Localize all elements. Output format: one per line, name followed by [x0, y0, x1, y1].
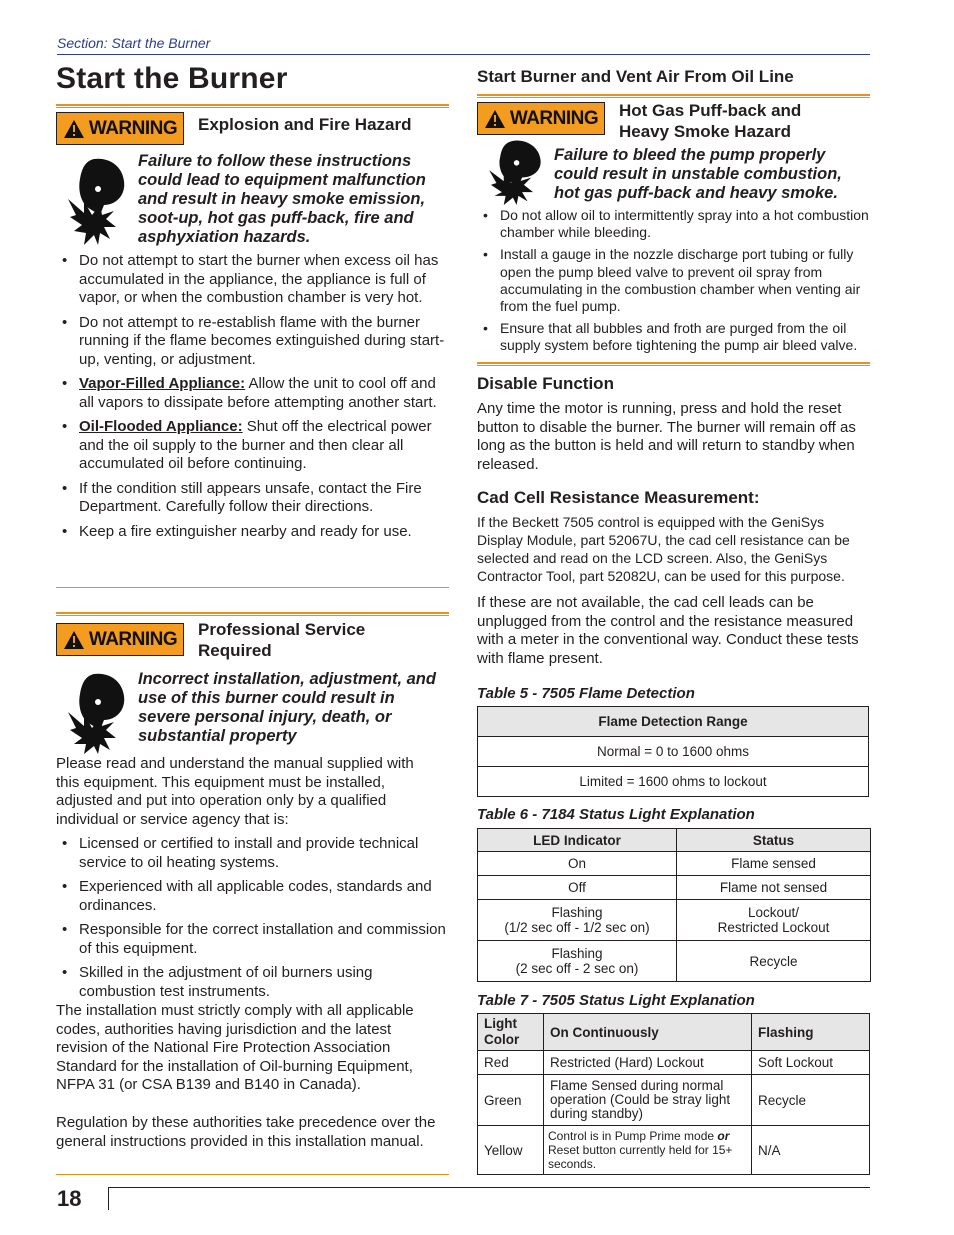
table-row [478, 1075, 870, 1126]
cell-line: Flashing [551, 946, 603, 961]
table-cell [677, 900, 871, 941]
section-heading: Disable Function [477, 374, 614, 393]
warning-triangle-icon [63, 119, 85, 139]
table-header: Flame Detection Range [478, 707, 869, 737]
table-row [478, 876, 871, 900]
list-item-text: Allow the unit to cool off and all vapors to dissipate before attempting another start. [79, 375, 437, 411]
table-row [478, 900, 871, 941]
list-item: • Skilled in the adjustment of oil burners using combustion test instruments. [56, 964, 446, 1001]
warning-title: Professional Service Required [198, 620, 366, 660]
list-item [56, 418, 446, 474]
header-rule [57, 54, 870, 55]
table-cell: Soft Lockout [752, 1051, 870, 1075]
list-item: • Licensed or certified to install and provide technical service to oil heating systems. [56, 835, 446, 872]
table-cell: Red [478, 1051, 544, 1075]
paragraph: The installation must strictly comply with all applicable codes, authorities having jurisdiction and the latest revision of the National Fire Protection Association Standard for the installation of Oil-burning Equipment, NFPA 31 (or CSA B139 and B140 in Canada). [56, 1002, 414, 1093]
hazard-statement: Incorrect installation, adjustment, and use of this burner could result in severe personal injury, death, or substantial property [138, 670, 436, 745]
table-header: On Continuously [544, 1014, 752, 1051]
table-header-row [478, 1014, 870, 1051]
warning-label-text: WARNING [88, 117, 178, 139]
table-caption: Table 7 - 7505 Status Light Explanation [477, 992, 755, 1009]
warning-triangle-icon [484, 109, 506, 129]
page-title: Start the Burner [56, 62, 288, 95]
explosion-hazard-icon [54, 155, 132, 247]
table-cell: Normal = 0 to 1600 ohms [478, 737, 869, 767]
warning-title: Hot Gas Puff-back and Heavy Smoke Hazard [619, 101, 802, 141]
explosion-hazard-icon [476, 139, 548, 205]
table-header: LED Indicator [478, 829, 677, 852]
warning-title: Explosion and Fire Hazard [198, 115, 412, 134]
table-cell: Off [478, 876, 677, 900]
table-caption: Table 5 - 7505 Flame Detection [477, 685, 695, 702]
table-cell: Flame not sensed [677, 876, 871, 900]
cell-line: Flashing [551, 905, 603, 920]
list-item: • Responsible for the correct installation and commission of this equipment. [56, 921, 446, 958]
table-header: Status [677, 829, 871, 852]
cell-line: Restricted Lockout [717, 920, 830, 935]
bullet-list [477, 207, 872, 355]
list-item-text: Shut off the electrical power and the oil supply to the burner and then clear all accumulated oil before continuing. [79, 418, 432, 472]
list-item: • Do not attempt to start the burner when excess oil has accumulated in the appliance, the appliance is full of vapor, or when the combustion chamber is very hot. [56, 252, 446, 308]
status-light-table-7505 [477, 1013, 870, 1175]
cell-text-emphasis: or [717, 1129, 730, 1143]
page-number: 18 [57, 1186, 82, 1211]
table-row [478, 852, 871, 876]
hazard-statement: Failure to bleed the pump properly could result in unstable combustion, hot gas puff-back and heavy smoke. [554, 146, 842, 202]
divider [56, 1174, 449, 1175]
table-caption: Table 6 - 7184 Status Light Explanation [477, 806, 755, 823]
table-cell: Flame Sensed during normal operation (Could be stray light during standby) [544, 1075, 752, 1126]
paragraph: Regulation by these authorities take precedence over the general instructions provided in this installation manual. [56, 1114, 436, 1150]
list-item-label: Oil-Flooded Appliance: [79, 418, 243, 435]
table-header-row [478, 707, 869, 737]
table-cell [478, 941, 677, 982]
warning-label [56, 623, 184, 656]
section-heading: Start Burner and Vent Air From Oil Line [477, 67, 794, 86]
flame-detection-table [477, 706, 869, 797]
status-light-table-7184 [477, 828, 871, 982]
table-cell [544, 1126, 752, 1175]
table-row [478, 1051, 870, 1075]
list-item: • If the condition still appears unsafe, contact the Fire Department. Carefully follow their directions. [56, 480, 446, 517]
cell-line: Lockout/ [747, 905, 800, 920]
table-cell: Recycle [752, 1075, 870, 1126]
paragraph: If the Beckett 7505 control is equipped with the GeniSys Display Module, part 52067U, the cad cell resistance can be selected and read on the LCD screen. Also, the GeniSys Contractor Tool, part 52082U, can be used for this purpose. [477, 514, 850, 584]
intro-paragraph: Please read and understand the manual supplied with this equipment. This equipment must be installed, adjusted and put into operation only by a qualified individual or service agency that is: [56, 755, 414, 828]
list-item: • Ensure that all bubbles and froth are purged from the oil supply system before tightening the pump air bleed valve. [477, 320, 872, 354]
table-cell: Green [478, 1075, 544, 1126]
table-cell: Limited = 1600 ohms to lockout [478, 767, 869, 797]
list-item: • Do not allow oil to intermittently spray into a hot combustion chamber while bleeding. [477, 207, 872, 241]
table-row [478, 737, 869, 767]
paragraph: Any time the motor is running, press and hold the reset button to disable the burner. The burner will remain off as long as the button is held and will return to standby when released. [477, 400, 856, 473]
table-cell: Restricted (Hard) Lockout [544, 1051, 752, 1075]
warning-label [477, 102, 605, 135]
divider [56, 104, 449, 106]
bullet-list [56, 252, 446, 541]
table-header: Flashing [752, 1014, 870, 1051]
explosion-hazard-icon [54, 672, 132, 754]
list-item: • Experienced with all applicable codes, standards and ordinances. [56, 878, 446, 915]
table-row [478, 767, 869, 797]
list-item-label: Vapor-Filled Appliance: [79, 375, 246, 392]
footer-rule [108, 1187, 870, 1188]
cell-line: (2 sec off - 2 sec on) [515, 961, 639, 976]
table-cell: Recycle [677, 941, 871, 982]
hazard-statement: Failure to follow these instructions could lead to equipment malfunction and result in heavy smoke emission, soot-up, hot gas puff-back, fire and asphyxiation hazards. [138, 152, 426, 246]
table-header-row [478, 829, 871, 852]
list-item: • Do not attempt to re-establish flame with the burner running if the flame becomes extinguished during start-up, venting, or adjustment. [56, 314, 446, 370]
cell-text: Reset button currently held for 15+ seconds. [548, 1143, 733, 1171]
table-cell: Flame sensed [677, 852, 871, 876]
divider [477, 362, 870, 364]
cell-line: (1/2 sec off - 1/2 sec on) [504, 920, 650, 935]
table-cell: On [478, 852, 677, 876]
section-heading: Cad Cell Resistance Measurement: [477, 488, 760, 507]
bullet-list [56, 835, 446, 1001]
table-row [478, 941, 871, 982]
table-row [478, 1126, 870, 1175]
footer-separator [108, 1188, 109, 1210]
divider [477, 94, 870, 96]
list-item: • Install a gauge in the nozzle discharge port tubing or fully open the pump bleed valve to prevent oil spray from accumulating in the combustion chamber when venting air from the fuel pump. [477, 246, 872, 315]
warning-label-text: WARNING [88, 628, 178, 650]
table-cell: Yellow [478, 1126, 544, 1175]
cell-text: Control is in Pump Prime mode [548, 1129, 718, 1143]
list-item: • Keep a fire extinguisher nearby and ready for use. [56, 523, 446, 542]
warning-label-text: WARNING [509, 107, 599, 129]
list-item [56, 375, 446, 412]
warning-label [56, 112, 184, 145]
table-cell: N/A [752, 1126, 870, 1175]
table-cell [478, 900, 677, 941]
divider [56, 587, 449, 588]
table-header: Light Color [478, 1014, 544, 1051]
divider [56, 612, 449, 614]
section-label: Section: Start the Burner [57, 35, 211, 51]
warning-triangle-icon [63, 630, 85, 650]
paragraph: If these are not available, the cad cell leads can be unplugged from the control and the resistance measured with a meter in the conventional way. Conduct these tests with flame present. [477, 594, 859, 667]
